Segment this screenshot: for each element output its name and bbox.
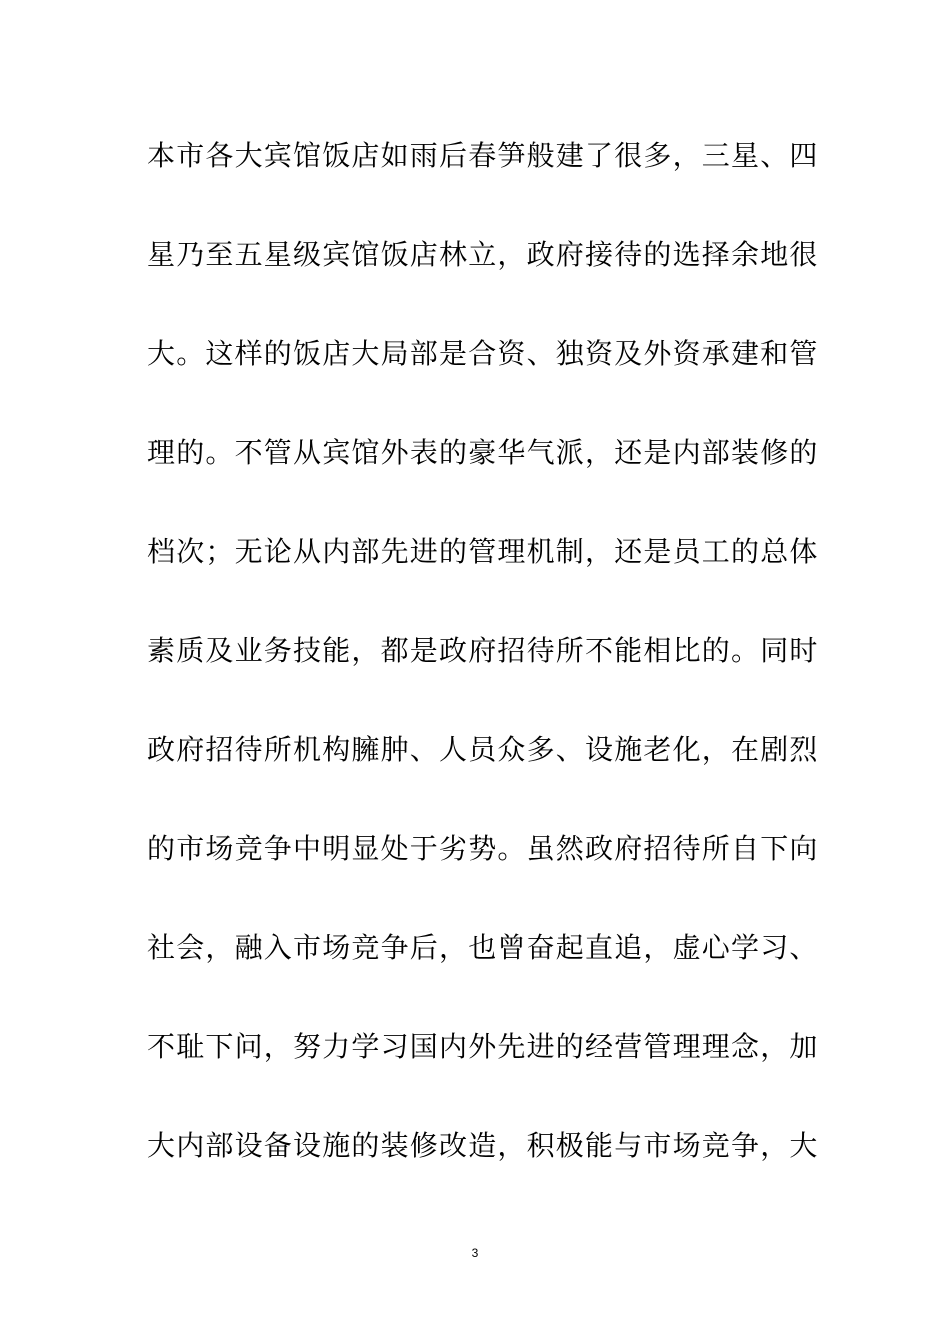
- text-line: 不耻下问，努力学习国内外先进的经营管理理念，加: [147, 1030, 819, 1063]
- text-line: 理的。不管从宾馆外表的豪华气派，还是内部装修的: [147, 436, 819, 469]
- text-line: 素质及业务技能，都是政府招待所不能相比的。同时: [147, 634, 819, 667]
- text-line: 档次；无论从内部先进的管理机制，还是员工的总体: [147, 535, 819, 568]
- text-line: 的市场竞争中明显处于劣势。虽然政府招待所自下向: [147, 832, 819, 865]
- text-line: 大。这样的饭店大局部是合资、独资及外资承建和管: [147, 337, 819, 370]
- text-line: 大内部设备设施的装修改造，积极能与市场竞争，大: [147, 1129, 819, 1162]
- page-number: 3: [471, 1246, 479, 1260]
- text-line: 星乃至五星级宾馆饭店林立，政府接待的选择余地很: [147, 238, 819, 271]
- text-line: 社会，融入市场竞争后，也曾奋起直追，虚心学习、: [147, 931, 819, 964]
- text-line: 本市各大宾馆饭店如雨后春笋般建了很多，三星、四: [147, 139, 819, 172]
- text-line: 政府招待所机构臃肿、人员众多、设施老化，在剧烈: [147, 733, 819, 766]
- body-text: [147, 128, 817, 1217]
